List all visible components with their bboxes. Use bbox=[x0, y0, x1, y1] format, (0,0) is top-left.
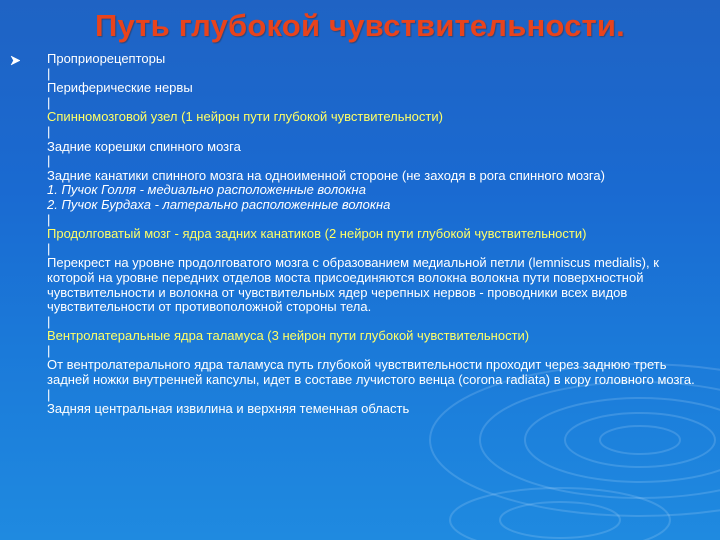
separator: | bbox=[47, 94, 51, 110]
separator: | bbox=[47, 240, 51, 256]
separator: | bbox=[47, 65, 51, 81]
separator: | bbox=[47, 153, 51, 169]
pathway-step-proprioceptors: Проприорецепторы bbox=[47, 51, 166, 66]
pathway-step-internal-capsule: От вентролатерального ядра таламуса путь глубокой чувствительности проходит через заднюю треть задней ножки внутренней капсулы, идет в составе лучистого венца (corona radiata) в кору головного мозга. bbox=[47, 357, 695, 388]
pathway-list bbox=[47, 52, 702, 417]
pathway-step-medulla: Продолговатый мозг - ядра задних канатиков (2 нейрон пути глубокой чувствительности) bbox=[47, 226, 587, 242]
pathway-step-dorsal-roots: Задние корешки спинного мозга bbox=[47, 138, 241, 154]
pathway-step-peripheral-nerves: Периферические нервы bbox=[47, 80, 193, 96]
pathway-substep-goll: 1. Пучок Голля - медиально расположенные волокна bbox=[47, 182, 366, 198]
separator: | bbox=[47, 313, 51, 329]
slide-title: Путь глубокой чувствительности. bbox=[95, 8, 625, 43]
pathway-step-dorsal-columns: Задние канатики спинного мозга на одноименной стороне (не заходя в рога спинного мозга) bbox=[47, 167, 605, 183]
pathway-step-spinal-ganglion: Спинномозговой узел (1 нейрон пути глубокой чувствительности) bbox=[47, 109, 443, 125]
separator: | bbox=[47, 342, 51, 358]
separator: | bbox=[47, 123, 51, 139]
separator: | bbox=[47, 386, 51, 402]
pathway-step-cortex: Задняя центральная извилина и верхняя теменная область bbox=[47, 401, 410, 417]
separator: | bbox=[47, 211, 51, 227]
pathway-step-decussation: Перекрест на уровне продолговатого мозга с образованием медиальной петли (lemniscus medialis), к которой на уровне передних отделов моста присоединяются волокна волокна пути поверхностной чувствительности и волокна от чувствительных ядер черепных нервов - проводники всех видов чувствительности от противоположной стороны тела. bbox=[47, 255, 659, 315]
arrow-bullet-icon bbox=[10, 55, 21, 66]
pathway-step-thalamus: Вентролатеральные ядра таламуса (3 нейрон пути глубокой чувствительности) bbox=[47, 328, 530, 344]
pathway-substep-burdach: 2. Пучок Бурдаха - латерально расположенные волокна bbox=[47, 196, 391, 212]
